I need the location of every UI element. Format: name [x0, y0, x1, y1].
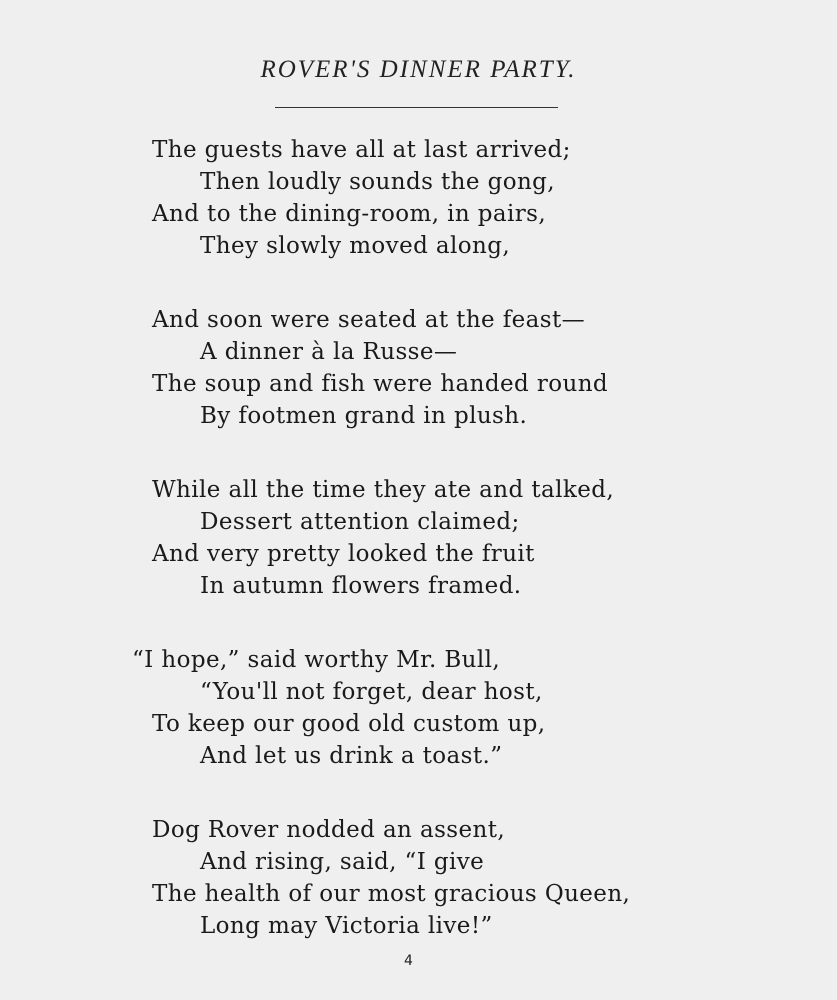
poem-line: The soup and fish were handed round	[152, 371, 609, 397]
poem-line: By footmen grand in plush.	[200, 403, 528, 429]
poem-line: Dog Rover nodded an assent,	[152, 817, 506, 843]
poem-line: The guests have all at last arrived;	[152, 137, 571, 163]
poem-line: The health of our most gracious Queen,	[152, 881, 631, 907]
stanza-1	[152, 134, 752, 262]
poem-line: In autumn flowers framed.	[200, 573, 522, 599]
poem-title: ROVER'S DINNER PARTY.	[260, 56, 577, 83]
stanza-2	[152, 304, 752, 432]
title-divider	[275, 107, 558, 108]
poem-line: Long may Victoria live!”	[200, 913, 493, 939]
poem-line: And let us drink a toast.”	[200, 743, 503, 769]
stanza-5	[152, 814, 752, 942]
stanza-4	[132, 644, 752, 772]
page-number: 4	[404, 953, 413, 969]
poem-line: “I hope,” said worthy Mr. Bull,	[132, 647, 501, 673]
poem-line: A dinner à la Russe—	[200, 339, 458, 365]
poem-line: Then loudly sounds the gong,	[200, 169, 555, 195]
poem-line: “You'll not forget, dear host,	[200, 679, 543, 705]
poem-line: And to the dining-room, in pairs,	[152, 201, 547, 227]
poem-line: While all the time they ate and talked,	[152, 477, 615, 503]
poem-line: Dessert attention claimed;	[200, 509, 520, 535]
poem-line: They slowly moved along,	[200, 233, 511, 259]
poem-body	[132, 134, 752, 984]
poem-line: And very pretty looked the fruit	[152, 541, 535, 567]
poem-line: And soon were seated at the feast—	[152, 307, 586, 333]
poem-line: To keep our good old custom up,	[152, 711, 546, 737]
poem-line: And rising, said, “I give	[200, 849, 485, 875]
stanza-3	[152, 474, 752, 602]
